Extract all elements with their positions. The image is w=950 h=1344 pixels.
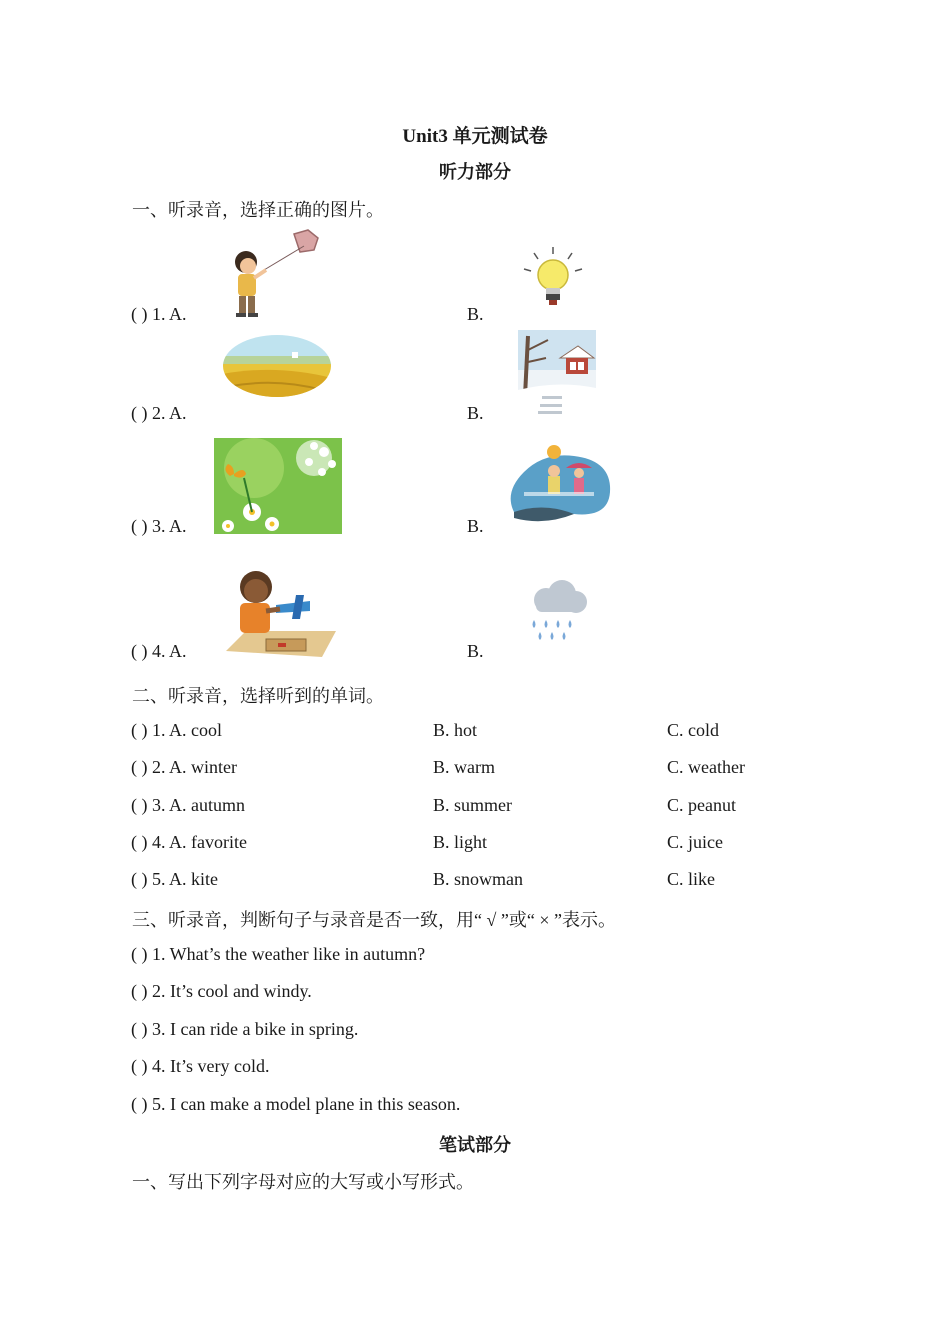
part3-sentence-5: ( ) 5. I can make a model plane in this season. xyxy=(131,1094,461,1114)
listening-heading: 听力部分 xyxy=(439,162,511,182)
part1-item1-a-label: ( ) 1. A. xyxy=(131,304,187,324)
part1-item1-b-label: B. xyxy=(467,304,484,324)
part2-row3-c: C. peanut xyxy=(667,795,736,815)
part1-instruction: 一、听录音，选择正确的图片。 xyxy=(132,200,384,220)
part1-item2-b-label: B. xyxy=(467,403,484,423)
part2-row4-a: ( ) 4. A. favorite xyxy=(131,832,247,852)
part1-item3-a-label: ( ) 3. A. xyxy=(131,516,187,536)
part1-item4-a-label: ( ) 4. A. xyxy=(131,641,187,661)
part2-row5-b: B. snowman xyxy=(433,869,523,889)
part2-row3-a: ( ) 3. A. autumn xyxy=(131,795,245,815)
part2-instruction: 二、听录音，选择听到的单词。 xyxy=(132,686,384,706)
part2-row3-b: B. summer xyxy=(433,795,512,815)
part2-row1-b: B. hot xyxy=(433,720,478,740)
part2-row2-b: B. warm xyxy=(433,757,495,777)
part3-sentence-2: ( ) 2. It’s cool and windy. xyxy=(131,981,312,1001)
part1-item2-a-label: ( ) 2. A. xyxy=(131,403,187,423)
part3-sentence-1: ( ) 1. What’s the weather like in autumn? xyxy=(131,944,426,964)
spring-flowers-butterfly-icon xyxy=(214,438,342,534)
written-heading: 笔试部分 xyxy=(439,1135,511,1155)
snowy-winter-scene-icon xyxy=(518,330,596,416)
autumn-field-icon xyxy=(222,334,332,398)
page-title: Unit3 单元测试卷 xyxy=(402,126,548,147)
part3-sentence-4: ( ) 4. It’s very cold. xyxy=(131,1056,270,1076)
part2-row1-c: C. cold xyxy=(667,720,719,740)
part2-row1-a: ( ) 1. A. cool xyxy=(131,720,222,740)
part2-row4-b: B. light xyxy=(433,832,488,852)
part1-item4-b-label: B. xyxy=(467,641,484,661)
part2-row5-c: C. like xyxy=(667,869,715,889)
rain-cloud-icon xyxy=(526,580,592,644)
written-instruction: 一、写出下列字母对应的大写或小写形式。 xyxy=(132,1172,474,1192)
part3-sentence-3: ( ) 3. I can ride a bike in spring. xyxy=(131,1019,359,1039)
light-bulb-icon xyxy=(520,245,586,309)
part2-row5-a: ( ) 5. A. kite xyxy=(131,869,218,889)
part2-row2-a: ( ) 2. A. winter xyxy=(131,757,237,777)
part1-item3-b-label: B. xyxy=(467,516,484,536)
boy-making-model-plane-icon xyxy=(226,565,336,661)
kite-flying-boy-icon xyxy=(224,226,328,322)
part3-instruction: 三、听录音，判断句子与录音是否一致，用“ √ ”或“ × ”表示。 xyxy=(132,910,616,930)
part2-row2-c: C. weather xyxy=(667,757,745,777)
part2-row4-c: C. juice xyxy=(667,832,723,852)
summer-children-icon xyxy=(504,442,612,528)
